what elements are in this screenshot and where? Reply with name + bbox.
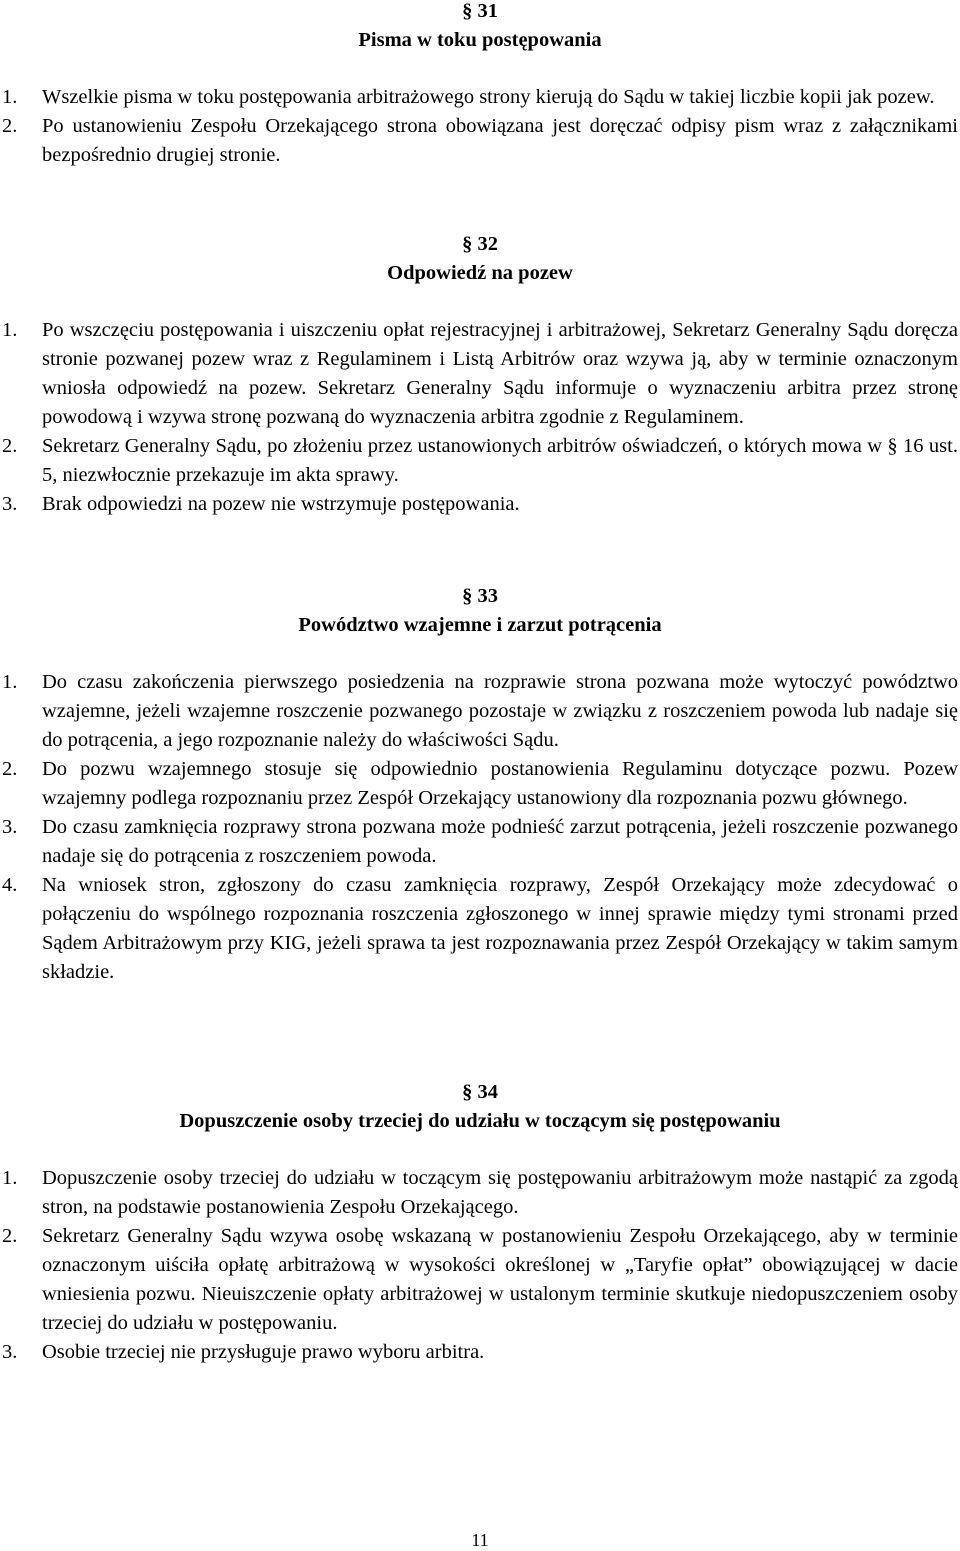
section-33: [0, 582, 960, 983]
paragraph-item: [0, 871, 960, 987]
item-number: 3.: [2, 1341, 18, 1363]
section-title: Pisma w toku postępowania: [358, 29, 602, 51]
section-number: § 32: [462, 233, 498, 255]
section-number: § 33: [462, 585, 498, 607]
section-items: [0, 316, 960, 519]
item-text: Do pozwu wzajemnego stosuje się odpowiednio postanowienia Regulaminu dotyczące pozwu. Pozew wzajemny podlega rozpoznaniu przez Zespół Orzekający ustanowiony dla rozpoznania pozwu głównego.: [42, 758, 958, 809]
item-text: Wszelkie pisma w toku postępowania arbitrażowego strony kierują do Sądu w takiej liczbie kopii jak pozew.: [42, 86, 935, 108]
item-number: 1.: [2, 1167, 18, 1189]
paragraph-item: [0, 316, 960, 432]
section-items: [0, 83, 960, 170]
section-34: [0, 1078, 960, 1363]
section-title: Odpowiedź na pozew: [387, 262, 573, 284]
paragraph-item: [0, 1164, 960, 1222]
item-text: Osobie trzeciej nie przysługuje prawo wyboru arbitra.: [42, 1341, 485, 1363]
item-number: 2.: [2, 1225, 18, 1247]
item-text: Dopuszczenie osoby trzeciej do udziału w toczącym się postępowaniu arbitrażowym może nastąpić za zgodą stron, na podstawie postanowienia Zespołu Orzekającego.: [42, 1167, 958, 1218]
item-text: Brak odpowiedzi na pozew nie wstrzymuje postępowania.: [42, 493, 520, 515]
item-number: 2.: [2, 758, 18, 780]
section-number: § 31: [462, 0, 498, 22]
section-heading: [0, 1078, 960, 1136]
section-title: Powództwo wzajemne i zarzut potrącenia: [298, 614, 662, 636]
item-text: Sekretarz Generalny Sądu, po złożeniu przez ustanowionych arbitrów oświadczeń, o których mowa w § 16 ust. 5, niezwłocznie przekazuje im akta sprawy.: [42, 435, 958, 486]
item-text: Sekretarz Generalny Sądu wzywa osobę wskazaną w postanowieniu Zespołu Orzekającego, aby w terminie oznaczonym uiściła opłatę arbitrażową w wysokości określonej w „Taryfie opłat” obowiązującej w dacie wniesienia pozwu. Nieuiszczenie opłaty arbitrażowej w ustalonym terminie skutkuje niedopuszczeniem osoby trzeciej do udziału w postępowaniu.: [42, 1225, 958, 1334]
item-number: 1.: [2, 671, 18, 693]
paragraph-item: [0, 755, 960, 813]
section-31: [0, 0, 960, 166]
item-number: 1.: [2, 319, 18, 341]
item-number: 1.: [2, 86, 18, 108]
paragraph-item: [0, 813, 960, 871]
section-heading: [0, 230, 960, 288]
paragraph-item: [0, 83, 960, 112]
item-number: 4.: [2, 874, 18, 896]
item-text: Po wszczęciu postępowania i uiszczeniu opłat rejestracyjnej i arbitrażowej, Sekretarz Generalny Sądu doręcza stronie pozwanej pozew wraz z Regulaminem i Listą Arbitrów oraz wzywa ją, aby w terminie oznaczonym wniosła odpowiedź na pozew. Sekretarz Generalny Sądu informuje o wyznaczeniu arbitra przez stronę powodową i wzywa stronę pozwaną do wyznaczenia arbitra zgodnie z Regulaminem.: [42, 319, 958, 428]
paragraph-item: [0, 1338, 960, 1367]
item-number: 3.: [2, 816, 18, 838]
item-number: 2.: [2, 115, 18, 137]
paragraph-item: [0, 1222, 960, 1338]
paragraph-item: [0, 490, 960, 519]
item-number: 3.: [2, 493, 18, 515]
item-text: Do czasu zamknięcia rozprawy strona pozwana może podnieść zarzut potrącenia, jeżeli roszczenie pozwanego nadaje się do potrącenia z roszczeniem powoda.: [42, 816, 958, 867]
page-number: 11: [471, 1530, 489, 1550]
item-text: Po ustanowieniu Zespołu Orzekającego strona obowiązana jest doręczać odpisy pism wraz z załącznikami bezpośrednio drugiej stronie.: [42, 115, 958, 166]
section-items: [0, 1164, 960, 1367]
section-32: [0, 230, 960, 515]
section-heading: [0, 0, 960, 55]
section-heading: [0, 582, 960, 640]
paragraph-item: [0, 668, 960, 755]
item-text: Na wniosek stron, zgłoszony do czasu zamknięcia rozprawy, Zespół Orzekający może zdecydować o połączeniu do wspólnego rozpoznania roszczenia zgłoszonego w innej sprawie między tymi stronami przed Sądem Arbitrażowym przy KIG, jeżeli sprawa ta jest rozpoznawania przez Zespół Orzekający w takim samym składzie.: [42, 874, 958, 983]
paragraph-item: [0, 112, 960, 170]
section-number: § 34: [462, 1081, 498, 1103]
paragraph-item: [0, 432, 960, 490]
section-items: [0, 668, 960, 987]
item-number: 2.: [2, 435, 18, 457]
section-title: Dopuszczenie osoby trzeciej do udziału w toczącym się postępowaniu: [179, 1110, 781, 1132]
item-text: Do czasu zakończenia pierwszego posiedzenia na rozprawie strona pozwana może wytoczyć powództwo wzajemne, jeżeli wzajemne roszczenie pozwanego pozostaje w związku z roszczeniem powoda lub nadaje się do potrącenia, a jego rozpoznanie należy do właściwości Sądu.: [42, 671, 958, 751]
